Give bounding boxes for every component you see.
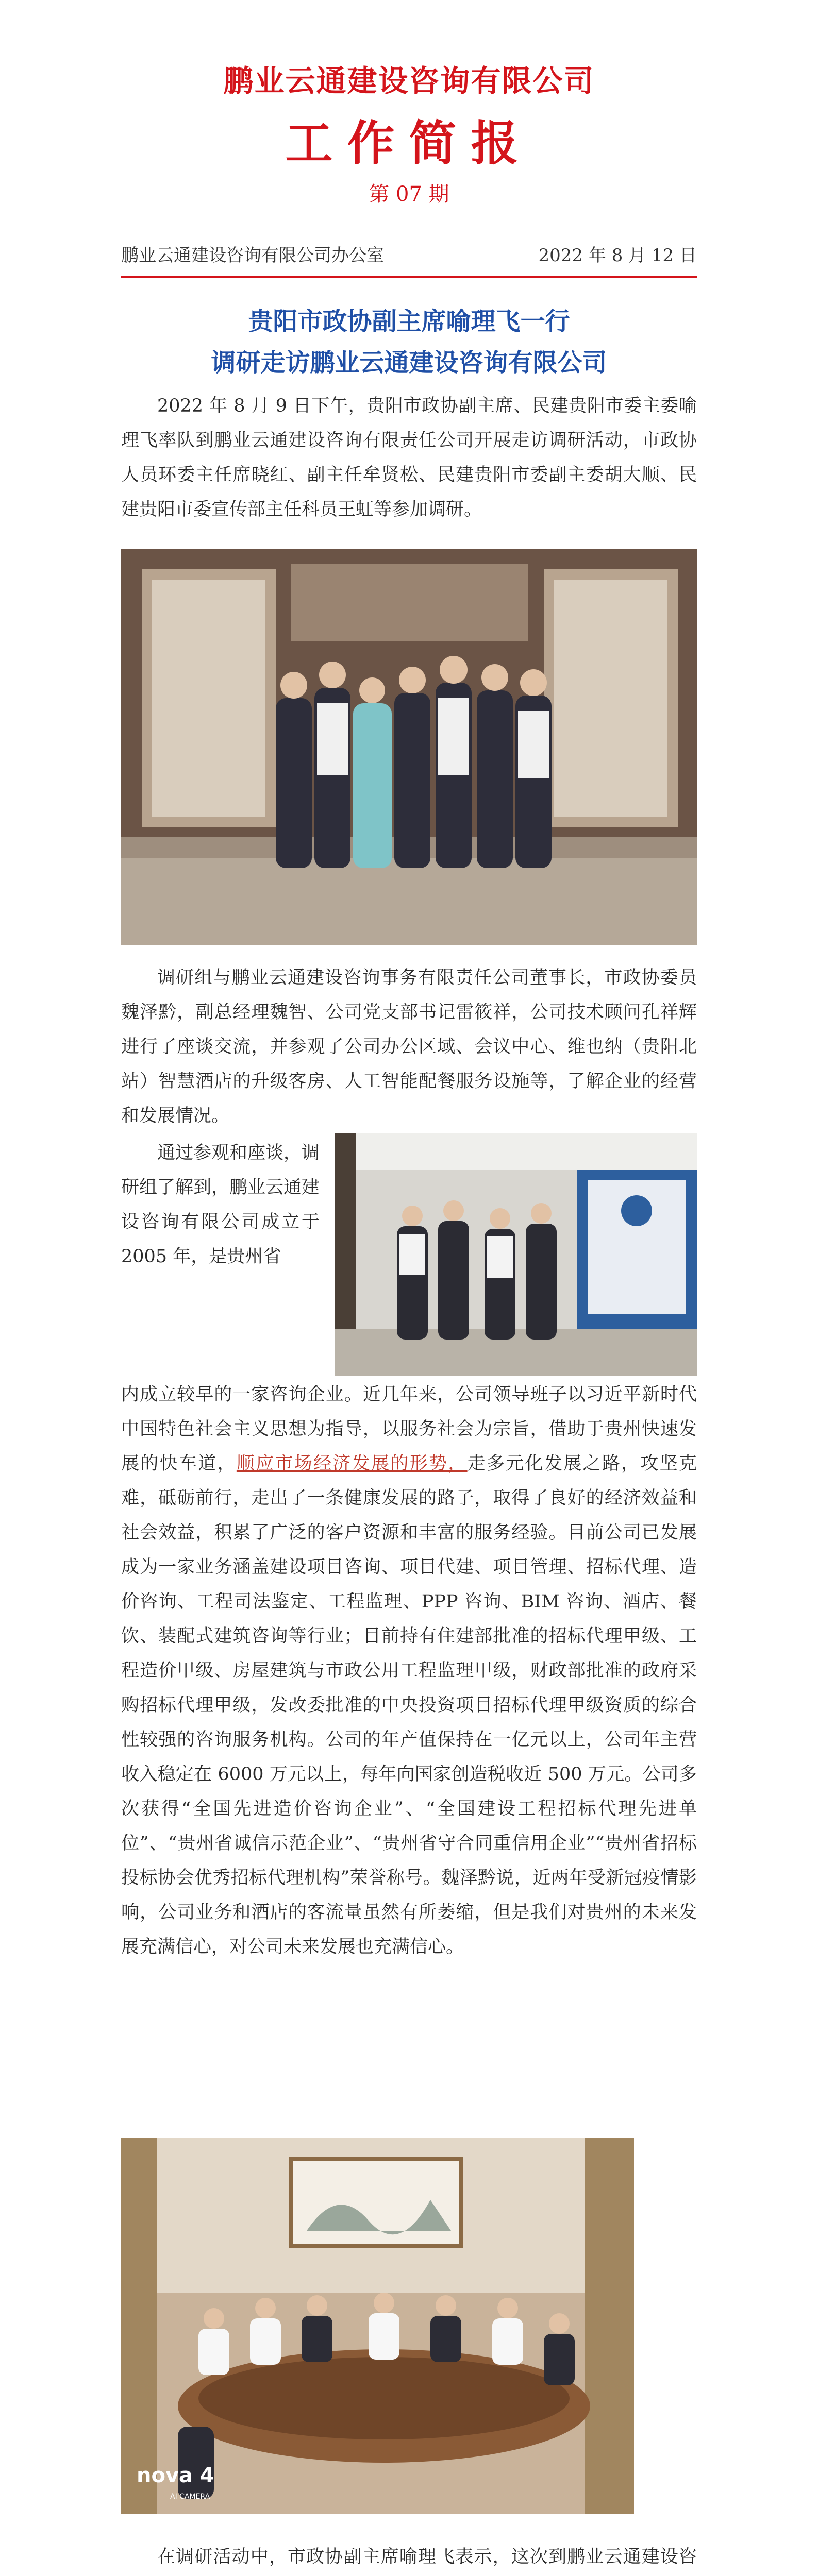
camera-watermark: nova 4 xyxy=(137,2464,214,2487)
issue-date: 2022 年 8 月 12 日 xyxy=(538,245,697,266)
paragraph-3-lead: 通过参观和座谈，调研组了解到，鹏业云通建设咨询有限公司成立于 2005 年，是贵州省 xyxy=(121,1143,320,1267)
market-link[interactable]: 顺应市场经济发展的形势， xyxy=(236,1453,468,1474)
paragraph-2: 调研组与鹏业云通建设咨询事务有限责任公司董事长，市政协委员魏泽黔，副总经理魏智、公司党支部书记雷筱祥，公司技术顾问孔祥辉进行了座谈交流，并参观了公司办公区域、会议中心、维也纳（贵阳北站）智慧酒店的升级客房、人工智能配餐服务设施等，了解企业的经营和发展情况。 xyxy=(121,968,697,1126)
headline-line-2: 调研走访鹏业云通建设咨询有限公司 xyxy=(211,348,607,377)
brief-title: 工作简报 xyxy=(285,115,533,171)
paragraph-3-part-b: 内成立较早的一家咨询企业。近几年来，公司领导班子以习近平新时代中国特色社会主义思想为指导，以服务社会为宗旨，借助于贵州快速发展的快车道， xyxy=(121,1384,697,1474)
paragraph-2-intro xyxy=(121,961,697,1133)
group-photo xyxy=(121,549,697,945)
camera-watermark-sub: AI CAMERA xyxy=(170,2493,210,2501)
paragraph-1: 2022 年 8 月 9 日下午，贵阳市政协副主席、民建贵阳市委主委喻理飞率队到鹏业云通建设咨询有限责任公司开展走访调研活动，市政协人员环委主任席晓红、副主任牟贤松、民建贵阳市委副主委胡大顺、民建贵阳市委宣传部主任科员王虹等参加调研。 xyxy=(121,396,697,520)
company-title: 鹏业云通建设咨询有限公司 xyxy=(223,63,595,98)
issuer: 鹏业云通建设咨询有限公司办公室 xyxy=(121,245,384,266)
issue-number: 第 07 期 xyxy=(369,182,449,206)
paragraph-4: 在调研活动中，市政协副主席喻理飞表示，这次到鹏业云通建设咨 xyxy=(157,2547,697,2567)
meeting-photo xyxy=(121,2138,634,2514)
office-visit-photo xyxy=(335,1133,697,1376)
paragraph-3-part-c: 走多元化发展之路，攻坚克难，砥砺前行，走出了一条健康发展的路子，取得了良好的经济效益和社会效益，积累了广泛的客户资源和丰富的服务经验。目前公司已发展成为一家业务涵盖建设项目咨询、项目代建、项目管理、招标代理、造价咨询、工程司法鉴定、工程监理、PPP 咨询、BIM 咨询、酒店、餐饮、装配式建筑咨询等行业；目前持有住建部批准的招标代理甲级、工程造价甲级、房屋建筑与市政公用工程监理甲级，财政部批准的政府采购招标代理甲级，发改委批准的中央投资项目招标代理甲级资质的综合性较强的咨询服务机构。公司的年产值保持在一亿元以上，公司年主营收入稳定在 6000 万元以上，每年向国家创造税收近 500 万元。公司多次获得“全国先进造价咨询企业”、“全国建设工程招标代理先进单位”、“贵州省诚信示范企业”、“贵州省守合同重信用企业”“贵州省招标投标协会优秀招标代理机构”荣誉称号。魏泽黔说，近两年受新冠疫情影响，公司业务和酒店的客流量虽然有所萎缩，但是我们对贵州的未来发展充满信心，对公司未来发展也充满信心。 xyxy=(121,1453,697,1957)
header-divider xyxy=(121,276,697,278)
paragraph-3-body xyxy=(121,1378,697,1964)
headline-line-1: 贵阳市政协副主席喻理飞一行 xyxy=(248,307,570,336)
